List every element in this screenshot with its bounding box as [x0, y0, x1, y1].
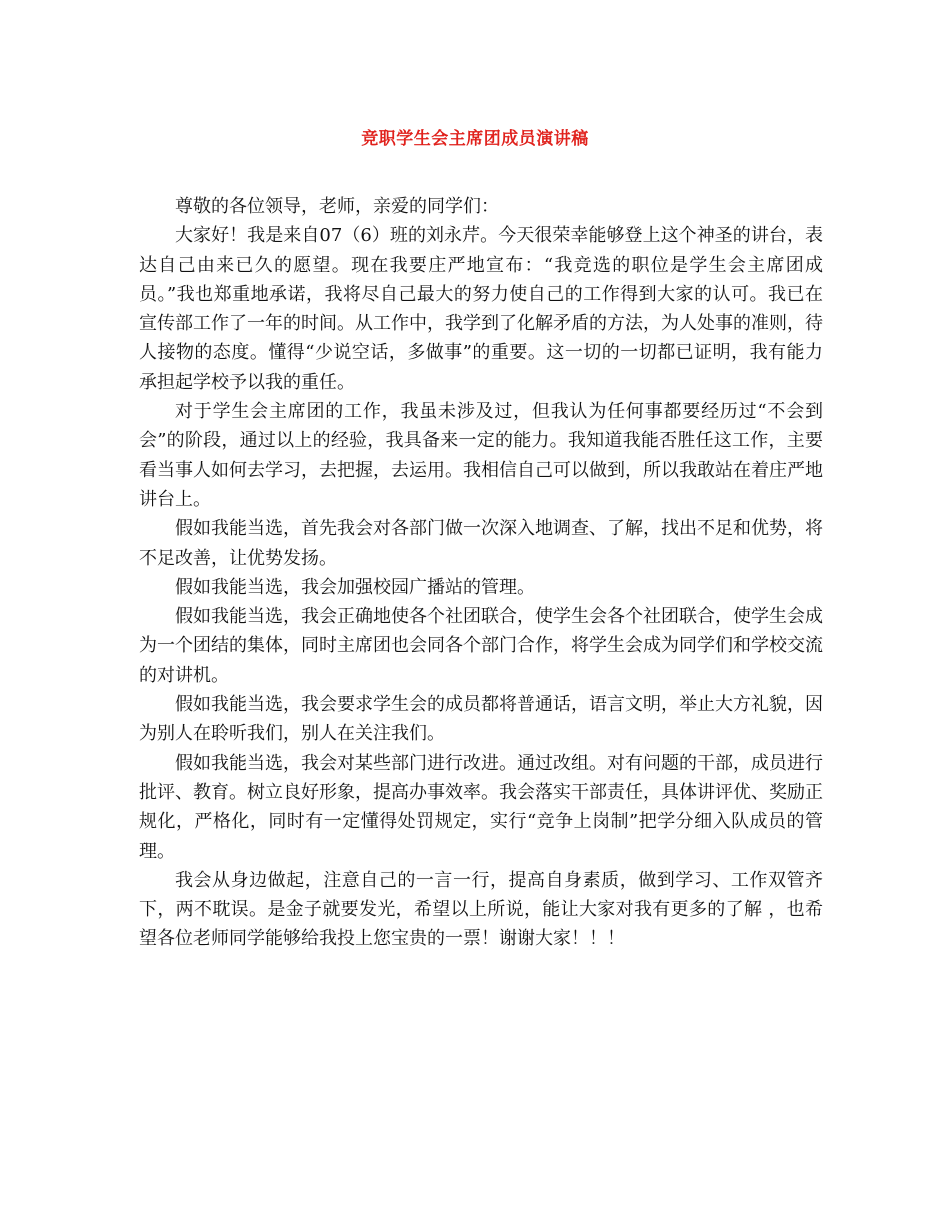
paragraph-salutation: 尊敬的各位领导，老师，亲爱的同学们：	[175, 196, 499, 217]
paragraph-experience: 对于学生会主席团的工作，我虽未涉及过，但我认为任何事都要经历过“不会到会”的阶段，通过以上的经验，我具备来一定的能力。我知道我能否胜任这工作，主要看当事人如何去学习，去把握，去运用。我相信自己可以做到，所以我敢站在着庄严地讲台上。	[139, 401, 823, 510]
document-title: 竞职学生会主席团成员演讲稿	[361, 129, 589, 149]
paragraph-plan-broadcast: 假如我能当选，我会加强校园广播站的管理。	[175, 576, 535, 598]
paragraph-plan-conduct: 假如我能当选，我会要求学生会的成员都将普通话，语言文明，举止大方礼貌，因为别人在聆听我们，别人在关注我们。	[139, 694, 823, 745]
paragraph-plan-reform: 假如我能当选，我会对某些部门进行改进。通过改组。对有问题的干部，成员进行批评、教育。树立良好形象，提高办事效率。我会落实干部责任，具体讲评优、奖励正规化，严格化，同时有一定懂得处罚规定，实行“竞争上岗制”把学分细入队成员的管理。	[139, 752, 823, 862]
paragraph-plan-survey: 假如我能当选，首先我会对各部门做一次深入地调查、了解，找出不足和优势，将不足改善，让优势发扬。	[139, 518, 823, 569]
paragraph-closing: 我会从身边做起，注意自己的一言一行，提高自身素质，做到学习、工作双管齐下，两不耽误。是金子就要发光，希望以上所说，能让大家对我有更多的了解 ，也希望各位老师同学能够给我投上您宝贵的一票！谢谢大家！！！	[139, 869, 823, 950]
paragraph-plan-unity: 假如我能当选，我会正确地使各个社团联合，使学生会各个社团联合，使学生会成为一个团结的集体，同时主席团也会同各个部门合作，将学生会成为同学们和学校交流的对讲机。	[139, 606, 823, 686]
document-body	[139, 192, 823, 954]
paragraph-introduction: 大家好！我是来自07（6）班的刘永芹。今天很荣幸能够登上这个神圣的讲台，表达自己由来已久的愿望。现在我要庄严地宣布：“我竞选的职位是学生会主席团成员。”我也郑重地承诺，我将尽自己最大的努力使自己的工作得到大家的认可。我已在宣传部工作了一年的时间。从工作中，我学到了化解矛盾的方法，为人处事的准则，待人接物的态度。懂得“少说空话，多做事”的重要。这一切的一切都已证明，我有能力承担起学校予以我的重任。	[139, 225, 823, 393]
